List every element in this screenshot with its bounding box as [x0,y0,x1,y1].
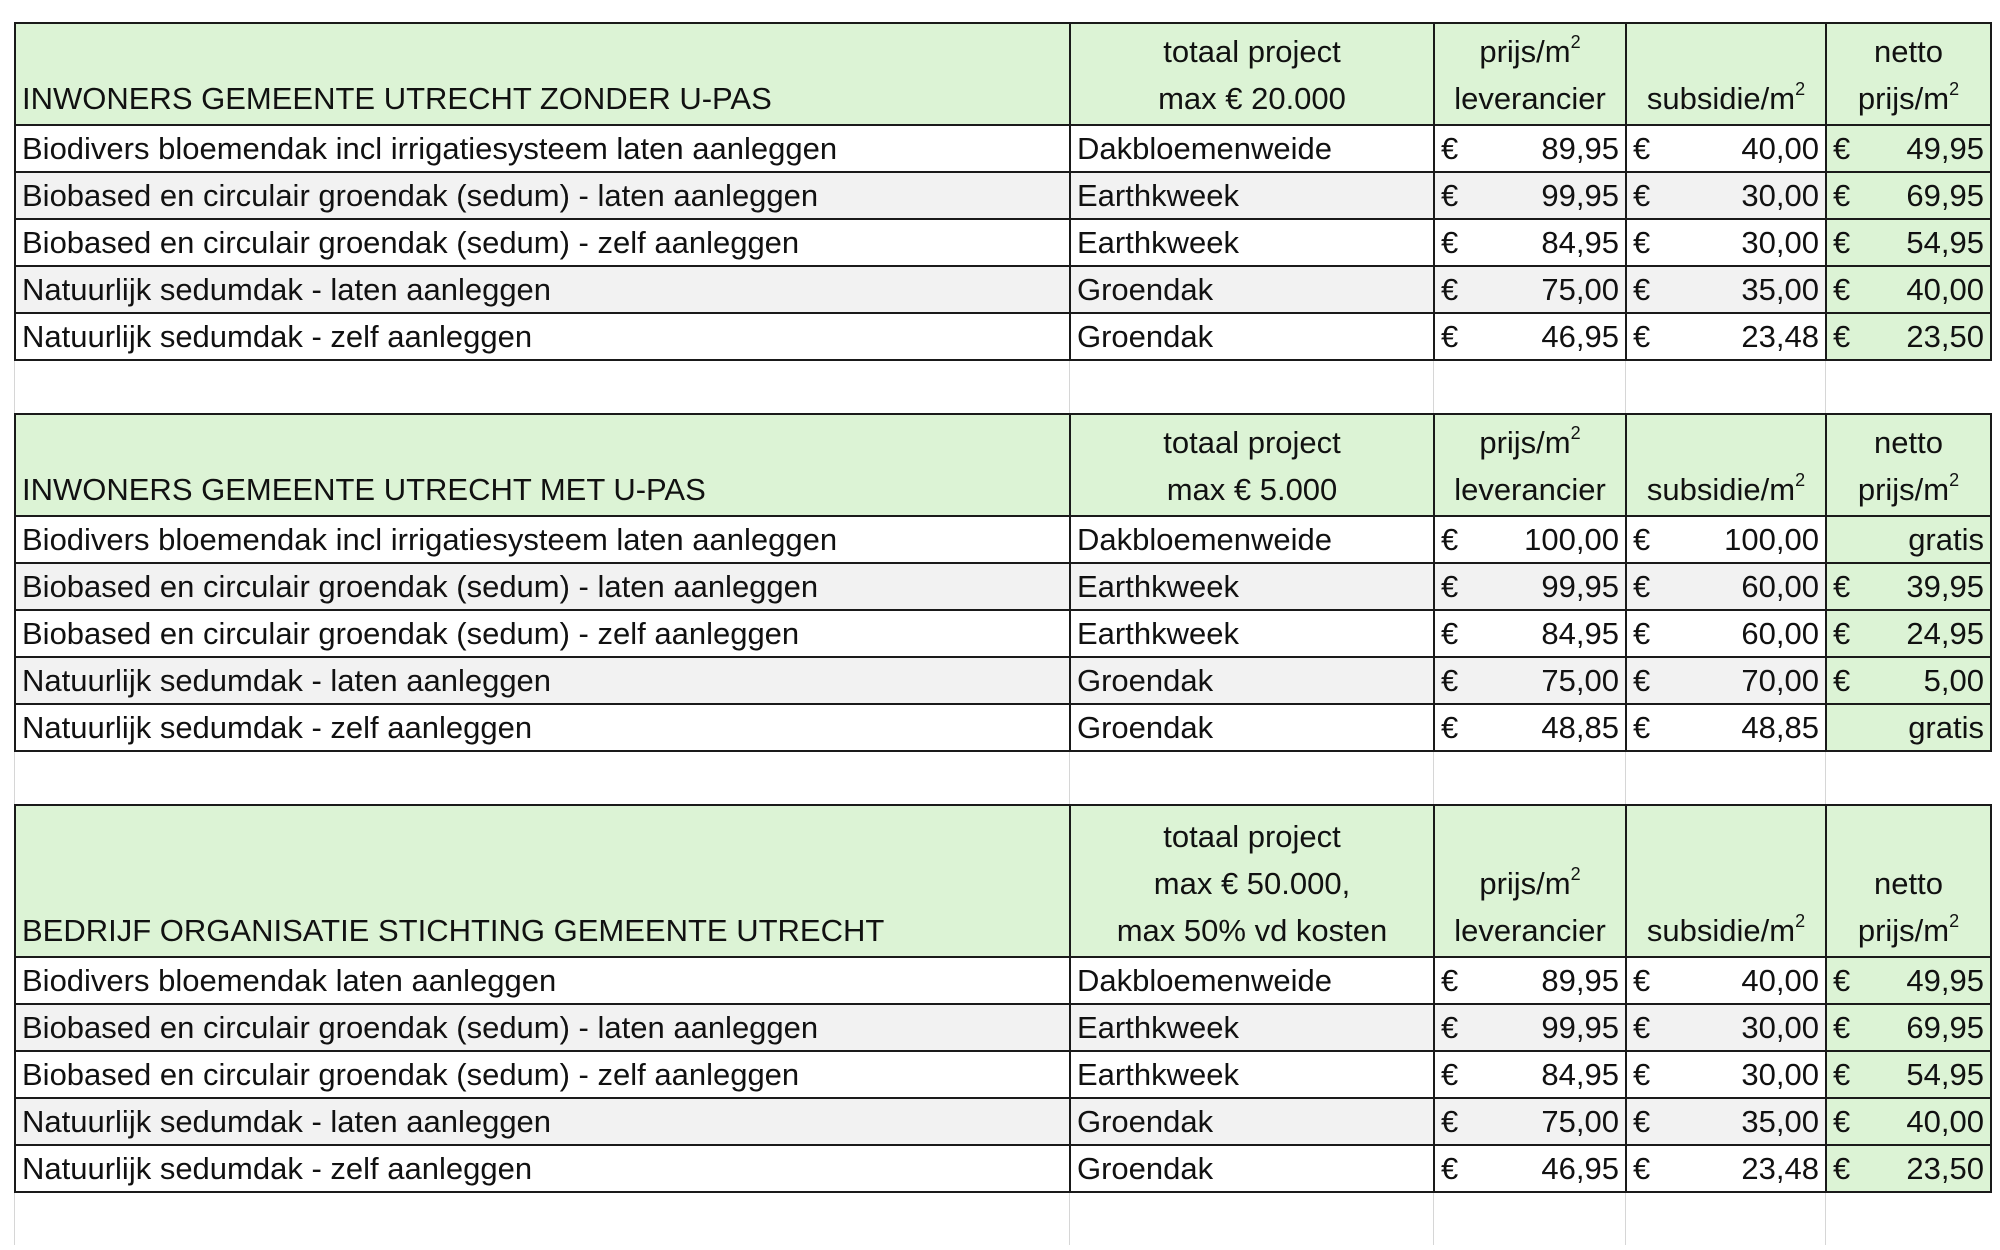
gridline [1433,752,1434,804]
description-cell[interactable] [15,1098,1070,1145]
supplier-text: Earthkweek [1077,568,1239,604]
currency-symbol: € [1441,568,1459,604]
subsidy-value: 60,00 [1741,615,1819,651]
subsidy-cell[interactable] [1626,610,1826,657]
header-net-line: prijs/m [1857,81,1950,116]
description-cell[interactable] [15,657,1070,704]
supplier-cell[interactable] [1070,957,1434,1004]
subsidy-cell[interactable] [1626,1145,1826,1192]
currency-symbol: € [1633,962,1651,998]
supplier-price-value: 84,95 [1541,224,1619,260]
description-text: Biodivers bloemendak incl irrigatiesysteem laten aanleggen [22,521,838,557]
subsidy-cell[interactable] [1626,1098,1826,1145]
supplier-price-value: 48,85 [1541,709,1619,745]
supplier-price-cell[interactable] [1434,172,1626,219]
supplier-price-cell[interactable] [1434,313,1626,360]
net-price-value: 54,95 [1906,1056,1984,1092]
header-price-line: leverancier [1454,913,1606,948]
currency-symbol: € [1833,1056,1851,1092]
section-title-text: INWONERS GEMEENTE UTRECHT ZONDER U-PAS [22,81,772,116]
gridline [1625,361,1626,413]
supplier-cell[interactable] [1070,1098,1434,1145]
supplier-price-value: 99,95 [1541,568,1619,604]
description-cell[interactable] [15,1051,1070,1098]
table-row [15,313,1991,360]
table-row [15,1051,1991,1098]
supplier-price-cell[interactable] [1434,1098,1626,1145]
supplier-cell[interactable] [1070,657,1434,704]
gridline [14,361,15,413]
currency-symbol: € [1833,568,1851,604]
gridline [1825,1193,1826,1245]
description-text: Biodivers bloemendak laten aanleggen [22,962,557,998]
superscript: 2 [1795,79,1806,99]
net-price-cell[interactable] [1826,704,1991,751]
net-price-value: gratis [1908,521,1984,557]
currency-symbol: € [1441,1056,1459,1092]
currency-symbol: € [1633,521,1651,557]
header-subsidy[interactable] [1626,23,1826,125]
subsidy-cell[interactable] [1626,172,1826,219]
supplier-cell[interactable] [1070,1051,1434,1098]
supplier-price-cell[interactable] [1434,657,1626,704]
gridline [14,1193,15,1245]
header-price[interactable] [1434,805,1626,957]
currency-symbol: € [1633,224,1651,260]
currency-symbol: € [1633,1056,1651,1092]
currency-symbol: € [1633,130,1651,166]
currency-symbol: € [1633,177,1651,213]
net-price-value: 54,95 [1906,224,1984,260]
subsidy-value: 30,00 [1741,1056,1819,1092]
supplier-price-cell[interactable] [1434,266,1626,313]
superscript: 2 [1570,423,1581,443]
table-row [15,563,1991,610]
header-price-line: prijs/m [1479,425,1571,460]
supplier-cell[interactable] [1070,1145,1434,1192]
subsidy-cell[interactable] [1626,219,1826,266]
header-price[interactable] [1434,23,1626,125]
currency-symbol: € [1441,615,1459,651]
subsidy-cell[interactable] [1626,704,1826,751]
subsidy-value: 23,48 [1741,318,1819,354]
table-row [15,172,1991,219]
supplier-price-value: 75,00 [1541,662,1619,698]
gridline [1433,361,1434,413]
subsidy-value: 40,00 [1741,962,1819,998]
gridline [1069,361,1070,413]
subsidy-value: 100,00 [1724,521,1819,557]
currency-symbol: € [1441,318,1459,354]
gridline [1825,361,1826,413]
table-row [15,610,1991,657]
net-price-cell[interactable] [1826,610,1991,657]
net-price-cell[interactable] [1826,313,1991,360]
currency-symbol: € [1833,615,1851,651]
supplier-cell[interactable] [1070,219,1434,266]
subsidy-cell[interactable] [1626,125,1826,172]
net-price-value: 24,95 [1906,615,1984,651]
currency-symbol: € [1833,662,1851,698]
header-project-line: max € 20.000 [1158,81,1346,116]
supplier-cell[interactable] [1070,313,1434,360]
supplier-text: Earthkweek [1077,1056,1239,1092]
subsidy-value: 30,00 [1741,224,1819,260]
table-row [15,1145,1991,1192]
currency-symbol: € [1441,177,1459,213]
table-row [15,957,1991,1004]
description-text: Biobased en circulair groendak (sedum) - laten aanleggen [22,1009,819,1045]
header-project[interactable] [1070,23,1434,125]
net-price-cell[interactable] [1826,266,1991,313]
header-project[interactable] [1070,805,1434,957]
currency-symbol: € [1441,662,1459,698]
description-text: Biodivers bloemendak incl irrigatiesysteem laten aanleggen [22,130,838,166]
supplier-price-cell[interactable] [1434,1145,1626,1192]
currency-symbol: € [1441,224,1459,260]
supplier-price-value: 84,95 [1541,1056,1619,1092]
description-cell[interactable] [15,563,1070,610]
header-price-line: leverancier [1454,81,1606,116]
description-text: Biobased en circulair groendak (sedum) - laten aanleggen [22,177,819,213]
subsidy-cell[interactable] [1626,657,1826,704]
currency-symbol: € [1441,1103,1459,1139]
section-title-text: BEDRIJF ORGANISATIE STICHTING GEMEENTE UTRECHT [22,913,885,948]
section-table [14,413,1992,752]
section-title[interactable] [15,414,1070,516]
supplier-cell[interactable] [1070,125,1434,172]
supplier-cell[interactable] [1070,704,1434,751]
table-row [15,125,1991,172]
header-net-line: netto [1874,425,1943,460]
description-cell[interactable] [15,516,1070,563]
supplier-price-value: 100,00 [1524,521,1619,557]
gridline [1433,1193,1434,1245]
supplier-price-cell[interactable] [1434,1004,1626,1051]
superscript: 2 [1795,470,1806,490]
description-text: Biobased en circulair groendak (sedum) - zelf aanleggen [22,615,800,651]
header-net-line: netto [1874,866,1943,901]
gridline [1825,752,1826,804]
header-price-line: prijs/m [1479,866,1571,901]
supplier-price-value: 75,00 [1541,1103,1619,1139]
currency-symbol: € [1441,1150,1459,1186]
net-price-value: 40,00 [1906,271,1984,307]
currency-symbol: € [1633,318,1651,354]
header-subsidy[interactable] [1626,414,1826,516]
section-table [14,804,1992,1193]
currency-symbol: € [1633,568,1651,604]
section-table [14,22,1992,361]
currency-symbol: € [1633,271,1651,307]
supplier-text: Earthkweek [1077,615,1239,651]
net-price-value: 69,95 [1906,1009,1984,1045]
empty-row [14,1193,1990,1245]
description-text: Natuurlijk sedumdak - zelf aanleggen [22,318,533,354]
section-title-text: INWONERS GEMEENTE UTRECHT MET U-PAS [22,472,706,507]
description-text: Natuurlijk sedumdak - laten aanleggen [22,1103,552,1139]
subsidy-value: 30,00 [1741,1009,1819,1045]
header-net[interactable] [1826,23,1991,125]
subsidy-cell[interactable] [1626,1004,1826,1051]
currency-symbol: € [1833,318,1851,354]
supplier-price-cell[interactable] [1434,516,1626,563]
supplier-text: Groendak [1077,318,1214,354]
currency-symbol: € [1633,662,1651,698]
description-text: Natuurlijk sedumdak - zelf aanleggen [22,709,533,745]
supplier-price-value: 46,95 [1541,318,1619,354]
header-price-line: leverancier [1454,472,1606,507]
header-net-line: netto [1874,34,1943,69]
section-title[interactable] [15,23,1070,125]
spreadsheet [14,22,1990,1245]
supplier-price-value: 84,95 [1541,615,1619,651]
header-row [15,23,1991,125]
table-row [15,1004,1991,1051]
description-text: Biobased en circulair groendak (sedum) - zelf aanleggen [22,1056,800,1092]
section-title[interactable] [15,805,1070,957]
subsidy-value: 48,85 [1741,709,1819,745]
header-project-line: totaal project [1163,34,1341,69]
currency-symbol: € [1633,1009,1651,1045]
net-price-value: 5,00 [1923,662,1984,698]
gridline [1069,752,1070,804]
supplier-text: Dakbloemenweide [1077,521,1333,557]
net-price-cell[interactable] [1826,219,1991,266]
subsidy-cell[interactable] [1626,313,1826,360]
description-cell[interactable] [15,610,1070,657]
supplier-price-value: 99,95 [1541,177,1619,213]
superscript: 2 [1949,911,1960,931]
net-price-cell[interactable] [1826,172,1991,219]
description-cell[interactable] [15,957,1070,1004]
supplier-text: Groendak [1077,709,1214,745]
header-project-line: max 50% vd kosten [1116,913,1388,948]
currency-symbol: € [1633,709,1651,745]
currency-symbol: € [1441,1009,1459,1045]
header-subsidy-text: subsidie/m [1646,81,1796,116]
currency-symbol: € [1833,177,1851,213]
header-project-line: max € 50.000, [1153,866,1351,901]
currency-symbol: € [1633,1150,1651,1186]
subsidy-value: 60,00 [1741,568,1819,604]
supplier-price-cell[interactable] [1434,704,1626,751]
currency-symbol: € [1833,962,1851,998]
header-price-line: prijs/m [1479,34,1571,69]
subsidy-value: 30,00 [1741,177,1819,213]
supplier-text: Groendak [1077,1103,1214,1139]
net-price-value: 23,50 [1906,318,1984,354]
description-cell[interactable] [15,219,1070,266]
supplier-text: Groendak [1077,1150,1214,1186]
table-row [15,516,1991,563]
subsidy-cell[interactable] [1626,957,1826,1004]
table-row [15,219,1991,266]
supplier-price-cell[interactable] [1434,219,1626,266]
currency-symbol: € [1833,271,1851,307]
description-cell[interactable] [15,313,1070,360]
currency-symbol: € [1633,615,1651,651]
header-row [15,805,1991,957]
currency-symbol: € [1441,962,1459,998]
header-net[interactable] [1826,805,1991,957]
gridline [14,752,15,804]
header-row [15,414,1991,516]
superscript: 2 [1570,864,1581,884]
superscript: 2 [1795,911,1806,931]
net-price-value: gratis [1908,709,1984,745]
description-cell[interactable] [15,125,1070,172]
net-price-cell[interactable] [1826,125,1991,172]
header-net-line: prijs/m [1857,913,1950,948]
subsidy-cell[interactable] [1626,266,1826,313]
currency-symbol: € [1441,130,1459,166]
net-price-cell[interactable] [1826,657,1991,704]
supplier-price-cell[interactable] [1434,563,1626,610]
subsidy-cell[interactable] [1626,516,1826,563]
gridline [1069,1193,1070,1245]
description-cell[interactable] [15,266,1070,313]
supplier-price-value: 89,95 [1541,962,1619,998]
currency-symbol: € [1633,1103,1651,1139]
supplier-text: Groendak [1077,662,1214,698]
net-price-cell[interactable] [1826,1145,1991,1192]
subsidy-cell[interactable] [1626,1051,1826,1098]
table-row [15,704,1991,751]
currency-symbol: € [1441,271,1459,307]
net-price-cell[interactable] [1826,1004,1991,1051]
supplier-text: Dakbloemenweide [1077,130,1333,166]
supplier-price-cell[interactable] [1434,610,1626,657]
net-price-value: 49,95 [1906,130,1984,166]
supplier-text: Earthkweek [1077,1009,1239,1045]
currency-symbol: € [1441,709,1459,745]
header-price[interactable] [1434,414,1626,516]
supplier-price-value: 99,95 [1541,1009,1619,1045]
currency-symbol: € [1833,130,1851,166]
empty-row [14,361,1990,413]
supplier-price-cell[interactable] [1434,125,1626,172]
net-price-value: 69,95 [1906,177,1984,213]
subsidy-value: 35,00 [1741,271,1819,307]
gridline [1625,752,1626,804]
description-text: Natuurlijk sedumdak - laten aanleggen [22,271,552,307]
subsidy-value: 40,00 [1741,130,1819,166]
supplier-cell[interactable] [1070,610,1434,657]
net-price-cell[interactable] [1826,1098,1991,1145]
header-subsidy[interactable] [1626,805,1826,957]
description-cell[interactable] [15,172,1070,219]
supplier-text: Earthkweek [1077,224,1239,260]
table-row [15,657,1991,704]
supplier-cell[interactable] [1070,266,1434,313]
supplier-cell[interactable] [1070,516,1434,563]
header-net[interactable] [1826,414,1991,516]
net-price-value: 39,95 [1906,568,1984,604]
currency-symbol: € [1833,1150,1851,1186]
currency-symbol: € [1833,224,1851,260]
subsidy-value: 35,00 [1741,1103,1819,1139]
supplier-cell[interactable] [1070,1004,1434,1051]
header-subsidy-text: subsidie/m [1646,472,1796,507]
table-row [15,1098,1991,1145]
header-project[interactable] [1070,414,1434,516]
net-price-cell[interactable] [1826,563,1991,610]
description-cell[interactable] [15,1004,1070,1051]
header-net-line: prijs/m [1857,472,1950,507]
net-price-value: 49,95 [1906,962,1984,998]
supplier-price-cell[interactable] [1434,957,1626,1004]
header-project-line: totaal project [1163,819,1341,854]
description-text: Natuurlijk sedumdak - laten aanleggen [22,662,552,698]
superscript: 2 [1570,32,1581,52]
superscript: 2 [1949,470,1960,490]
net-price-cell[interactable] [1826,957,1991,1004]
description-text: Biobased en circulair groendak (sedum) - laten aanleggen [22,568,819,604]
table-row [15,266,1991,313]
supplier-text: Earthkweek [1077,177,1239,213]
net-price-cell[interactable] [1826,516,1991,563]
supplier-price-value: 89,95 [1541,130,1619,166]
net-price-value: 23,50 [1906,1150,1984,1186]
supplier-text: Dakbloemenweide [1077,962,1333,998]
subsidy-value: 23,48 [1741,1150,1819,1186]
net-price-value: 40,00 [1906,1103,1984,1139]
currency-symbol: € [1441,521,1459,557]
gridline [1625,1193,1626,1245]
header-subsidy-text: subsidie/m [1646,913,1796,948]
description-cell[interactable] [15,704,1070,751]
header-project-line: max € 5.000 [1166,472,1338,507]
empty-row [14,752,1990,804]
currency-symbol: € [1833,1103,1851,1139]
description-cell[interactable] [15,1145,1070,1192]
supplier-cell[interactable] [1070,563,1434,610]
supplier-price-value: 46,95 [1541,1150,1619,1186]
description-text: Biobased en circulair groendak (sedum) - zelf aanleggen [22,224,800,260]
superscript: 2 [1949,79,1960,99]
subsidy-cell[interactable] [1626,563,1826,610]
description-text: Natuurlijk sedumdak - zelf aanleggen [22,1150,533,1186]
header-project-line: totaal project [1163,425,1341,460]
supplier-price-cell[interactable] [1434,1051,1626,1098]
supplier-cell[interactable] [1070,172,1434,219]
supplier-price-value: 75,00 [1541,271,1619,307]
currency-symbol: € [1833,1009,1851,1045]
supplier-text: Groendak [1077,271,1214,307]
net-price-cell[interactable] [1826,1051,1991,1098]
subsidy-value: 70,00 [1741,662,1819,698]
